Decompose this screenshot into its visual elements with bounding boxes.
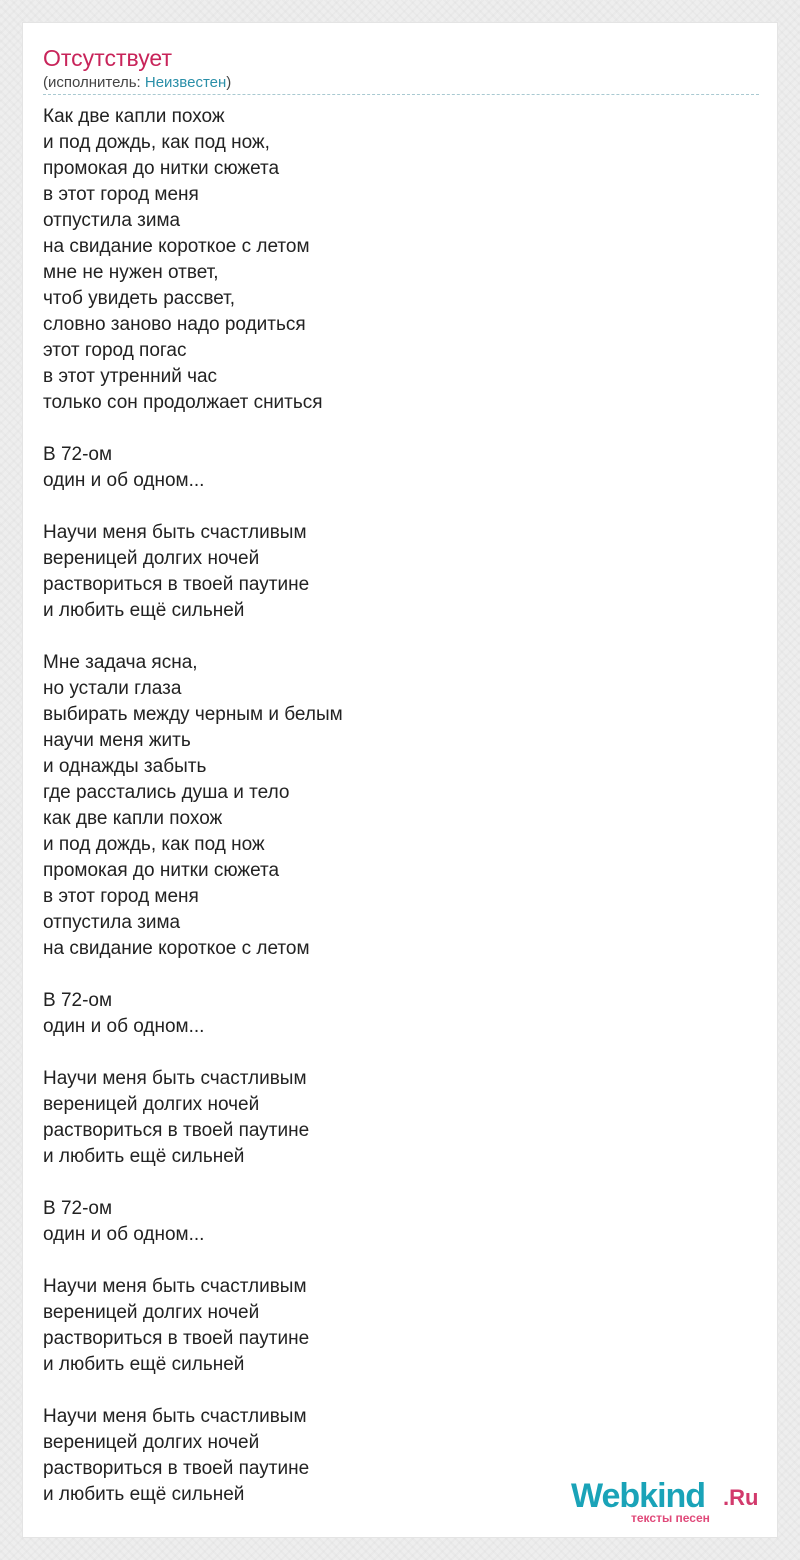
artist-suffix: ) (226, 74, 232, 91)
lyrics-text: Как две капли похож и под дождь, как под нож, промокая до нитки сюжета в этот город меня отпустила зима на свидание короткое с летом мне не нужен ответ, чтоб увидеть рассвет, словно заново надо родиться этот город погас в этот утренний час только сон продолжает сниться В 72-ом один и об одном... Научи меня быть счастливым вереницей долгих ночей раствориться в твоей паутине и любить ещё сильней Мне задача ясна, но устали глаза выбирать между черным и белым научи меня жить и однажды забыть где расстались душа и тело как две капли похож и под дождь, как под нож промокая до нитки сюжета в этот город меня отпустила зима на свидание короткое с летом В 72-ом один и об одном... Научи меня быть счастливым вереницей долгих ночей раствориться в твоей паутине и любить ещё сильней В 72-ом один и об одном... Научи меня быть счастливым вереницей долгих ночей раствориться в твоей паутине и любить ещё сильней Научи меня быть счастливым вереницей долгих ночей раствориться в твоей паутине и любить ещё сильней (43, 106, 343, 1505)
artist-line (43, 73, 759, 95)
artist-prefix: (исполнитель: (43, 74, 145, 91)
song-title: Отсутствует (43, 45, 172, 71)
logo-main-text: Webkind (571, 1477, 706, 1515)
webkind-logo[interactable] (571, 1477, 771, 1527)
logo-suffix-text: .Ru (723, 1485, 759, 1510)
lyrics-card (22, 22, 778, 1538)
logo-tagline: тексты песен (631, 1511, 710, 1525)
artist-link[interactable]: Неизвестен (144, 74, 227, 91)
